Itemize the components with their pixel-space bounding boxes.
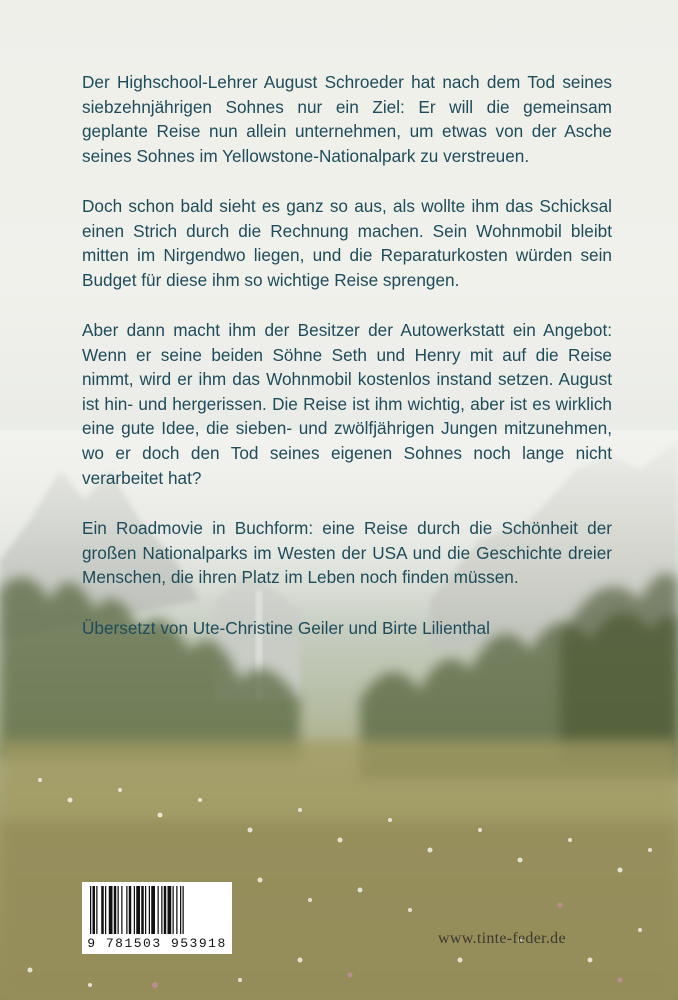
barcode-bar bbox=[176, 886, 177, 934]
barcode-bar bbox=[161, 886, 162, 934]
barcode-bar bbox=[126, 886, 127, 934]
barcode-bar bbox=[90, 886, 91, 934]
barcode-bar bbox=[134, 886, 135, 934]
barcode-bar bbox=[129, 886, 132, 934]
barcode-bar bbox=[114, 886, 117, 934]
blurb-paragraph-1: Der Highschool-Lehrer August Schroeder hat nach dem Tod seines siebzehnjährigen Sohnes nur ein Ziel: Er will die gemeinsam geplante Reise nun allein unternehmen, um etwas von der Asche seines Sohnes im Yellowstone-Nationalpark zu verstreuen. bbox=[82, 72, 612, 166]
barcode-bar bbox=[121, 886, 122, 934]
barcode-bars bbox=[82, 882, 232, 938]
barcode-bar bbox=[183, 886, 184, 934]
barcode-bar bbox=[164, 886, 167, 934]
barcode-bar bbox=[149, 886, 150, 934]
isbn-number: 9 781503 953918 bbox=[87, 936, 227, 951]
barcode-bar bbox=[145, 886, 146, 934]
barcode-bar bbox=[105, 886, 106, 934]
barcode-bar bbox=[101, 886, 104, 934]
blurb-paragraph-3: Aber dann macht ihm der Besitzer der Autowerkstatt ein Angebot: Wenn er seine beiden Söhne Seth und Henry mit auf die Reise nimmt, wird er ihm das Wohnmobil kostenlos instand setzen. August ist hin- und hergerissen. Die Reise ist ihm wichtig, aber ist es wirklich eine gute Idee, die sieben- und zwölfjährigen Jungen mitzunehmen, wo er doch den Tod seines eigenen Sohnes noch lange nicht verarbeitet hat? bbox=[82, 320, 612, 488]
publisher-website: www.tinte-feder.de bbox=[438, 930, 566, 947]
barcode-bar bbox=[151, 886, 155, 934]
barcode-bar bbox=[141, 886, 144, 934]
isbn-barcode bbox=[82, 882, 232, 954]
blurb-paragraph-4: Ein Roadmovie in Buchform: eine Reise durch die Schönheit der großen Nationalparks im Westen der USA und die Geschichte dreier Menschen, die ihren Platz im Leben noch finden müssen. bbox=[82, 518, 612, 588]
blurb-paragraph-2: Doch schon bald sieht es ganz so aus, als wollte ihm das Schicksal einen Strich durch die Rechnung machen. Sein Wohnmobil bleibt mitten im Nirgendwo liegen, und die Reparaturkosten würden sein Budget für diese ihm so wichtige Reise sprengen. bbox=[82, 196, 612, 290]
barcode-bar bbox=[180, 886, 181, 934]
barcode-bar bbox=[96, 886, 97, 934]
barcode-bar bbox=[93, 886, 96, 934]
barcode-bar bbox=[168, 886, 172, 934]
barcode-bar bbox=[136, 886, 140, 934]
barcode-bar bbox=[158, 886, 159, 934]
barcode-bar bbox=[118, 886, 119, 934]
translator-credit: Übersetzt von Ute-Christine Geiler und Birte Lilienthal bbox=[82, 618, 490, 638]
barcode-bar bbox=[173, 886, 174, 934]
barcode-bar bbox=[109, 886, 113, 934]
